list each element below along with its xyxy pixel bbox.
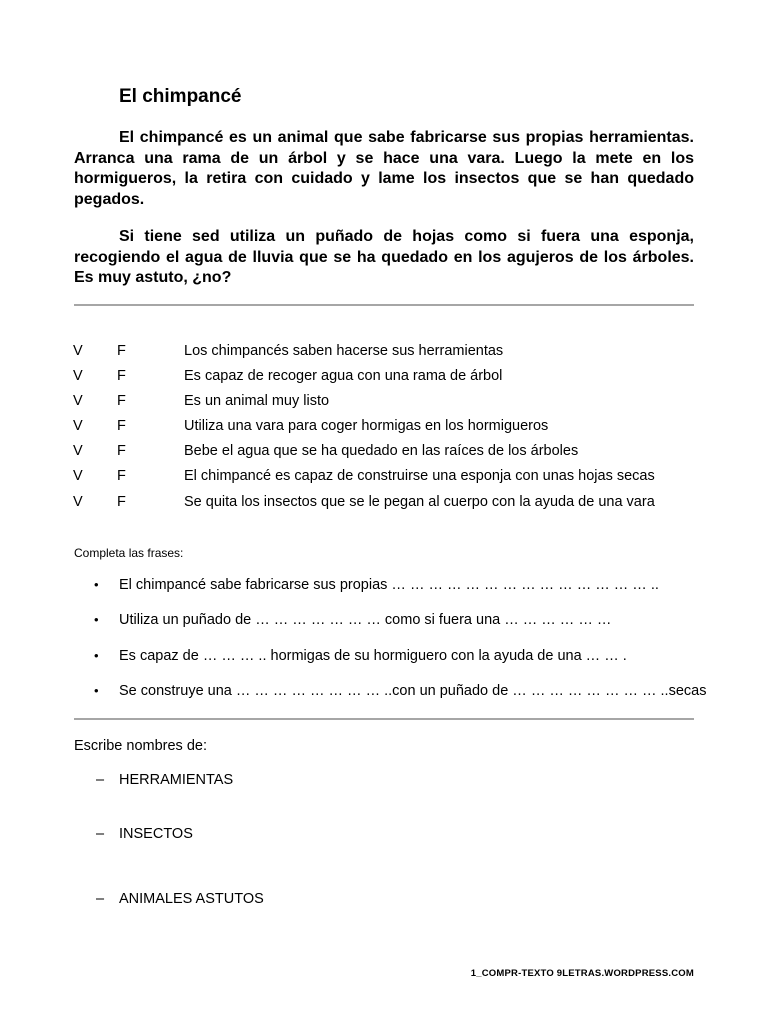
statement-text: Los chimpancés saben hacerse sus herramientas	[184, 343, 504, 359]
false-option[interactable]: F	[117, 418, 126, 434]
fill-in-sentence[interactable]: Es capaz de … … … .. hormigas de su hormiguero con la ayuda de una … … .	[119, 648, 627, 664]
bullet-icon: •	[94, 648, 99, 663]
statement-text: Utiliza una vara para coger hormigas en los hormigueros	[184, 418, 549, 434]
statement-text: El chimpancé es capaz de construirse una esponja con unas hojas secas	[184, 468, 655, 484]
fill-in-sentence[interactable]: Se construye una … … … … … … … … ..con un puñado de … … … … … … … … ..secas	[119, 683, 707, 699]
reading-paragraph-1: El chimpancé es un animal que sabe fabricarse sus propias herramientas. Arranca una rama de un árbol y se hace una vara. Luego la mete en los hormigueros, la retira con cuidado y lame los insectos que se han quedado pegados.	[74, 129, 694, 208]
complete-sentences-label: Completa las frases:	[74, 546, 184, 560]
false-option[interactable]: F	[117, 443, 126, 459]
false-option[interactable]: F	[117, 393, 126, 409]
true-false-item	[0, 343, 768, 365]
true-false-item	[0, 494, 768, 516]
true-false-item	[0, 393, 768, 415]
statement-text: Bebe el agua que se ha quedado en las raíces de los árboles	[184, 443, 579, 459]
false-option[interactable]: F	[117, 468, 126, 484]
true-option[interactable]: V	[73, 494, 83, 510]
true-option[interactable]: V	[73, 368, 83, 384]
category-herramientas: HERRAMIENTAS	[119, 772, 234, 788]
true-false-item	[0, 468, 768, 490]
false-option[interactable]: F	[117, 494, 126, 510]
reading-paragraph-2: Si tiene sed utiliza un puñado de hojas como si fuera una esponja, recogiendo el agua de lluvia que se ha quedado en los agujeros de los árboles. Es muy astuto, ¿no?	[74, 228, 694, 286]
statement-text: Es un animal muy listo	[184, 393, 330, 409]
fill-in-sentence[interactable]: El chimpancé sabe fabricarse sus propias … … … … … … … … … … … … … … ..	[119, 577, 659, 593]
bullet-icon: •	[94, 612, 99, 627]
name-category-item	[0, 891, 768, 913]
bullet-icon: •	[94, 577, 99, 592]
category-insectos: INSECTOS	[119, 826, 193, 842]
page-title: El chimpancé	[119, 86, 242, 107]
fill-in-sentence[interactable]: Utiliza un puñado de … … … … … … … como si fuera una … … … … … …	[119, 612, 612, 628]
fill-in-item	[0, 612, 768, 634]
true-option[interactable]: V	[73, 443, 83, 459]
dash-bullet-icon: –	[96, 826, 105, 842]
fill-in-item	[0, 577, 768, 599]
bullet-icon: •	[94, 683, 99, 698]
true-false-item	[0, 368, 768, 390]
category-animales-astutos: ANIMALES ASTUTOS	[119, 891, 264, 907]
section-divider	[74, 718, 694, 720]
name-category-item	[0, 772, 768, 794]
name-category-item	[0, 826, 768, 848]
statement-text: Es capaz de recoger agua con una rama de árbol	[184, 368, 503, 384]
false-option[interactable]: F	[117, 368, 126, 384]
true-false-item	[0, 418, 768, 440]
dash-bullet-icon: –	[96, 891, 105, 907]
true-option[interactable]: V	[73, 418, 83, 434]
false-option[interactable]: F	[117, 343, 126, 359]
section-divider	[74, 304, 694, 306]
true-option[interactable]: V	[73, 393, 83, 409]
true-false-item	[0, 443, 768, 465]
statement-text: Se quita los insectos que se le pegan al cuerpo con la ayuda de una vara	[184, 494, 655, 510]
fill-in-item	[0, 648, 768, 670]
true-option[interactable]: V	[73, 343, 83, 359]
true-option[interactable]: V	[73, 468, 83, 484]
fill-in-item	[0, 683, 768, 705]
page-footer: 1_COMPR-TEXTO 9LETRAS.WORDPRESS.COM	[470, 968, 694, 979]
dash-bullet-icon: –	[96, 772, 105, 788]
write-names-label: Escribe nombres de:	[74, 738, 207, 754]
